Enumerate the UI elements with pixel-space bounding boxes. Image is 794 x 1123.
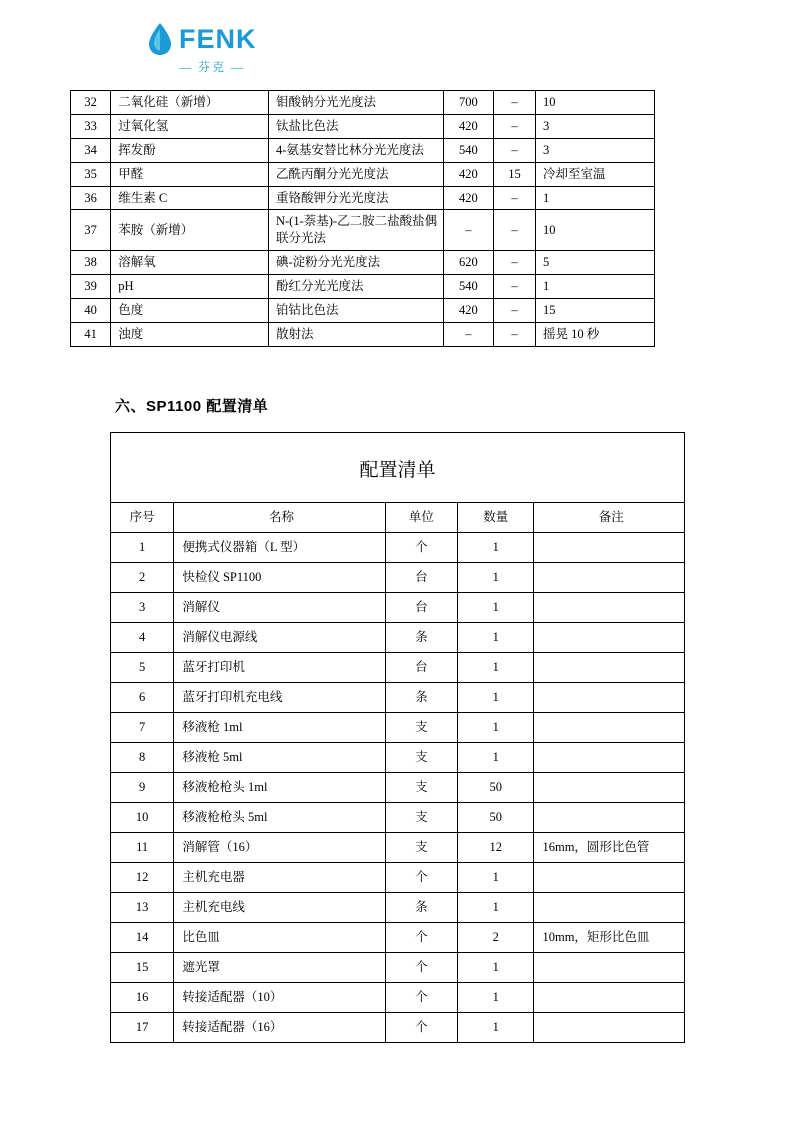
cell-unit: 个 bbox=[385, 532, 457, 562]
table-row bbox=[71, 251, 655, 275]
cell-unit: 条 bbox=[385, 622, 457, 652]
cell-qty: 1 bbox=[457, 712, 534, 742]
cell-name: 转接适配器（10） bbox=[174, 982, 385, 1012]
cell-method: 酚红分光光度法 bbox=[268, 275, 443, 299]
cell-name: 过氧化氢 bbox=[111, 114, 269, 138]
cell-remark bbox=[534, 622, 684, 652]
cell-time: – bbox=[493, 210, 535, 251]
cell-no: 8 bbox=[111, 742, 174, 772]
cell-qty: 1 bbox=[457, 742, 534, 772]
cell-qty: 1 bbox=[457, 532, 534, 562]
cell-remark: 3 bbox=[536, 138, 655, 162]
cell-name: 移液枪枪头 5ml bbox=[174, 802, 385, 832]
cell-remark bbox=[534, 862, 684, 892]
cell-name: 苯胺（新增） bbox=[111, 210, 269, 251]
cell-remark bbox=[534, 982, 684, 1012]
cell-no: 16 bbox=[111, 982, 174, 1012]
col-header-name: 名称 bbox=[174, 502, 385, 532]
cell-unit: 条 bbox=[385, 892, 457, 922]
cell-method: 乙酰丙酮分光光度法 bbox=[268, 162, 443, 186]
cell-unit: 个 bbox=[385, 1012, 457, 1042]
cell-no: 13 bbox=[111, 892, 174, 922]
cell-unit: 支 bbox=[385, 802, 457, 832]
cell-qty: 1 bbox=[457, 622, 534, 652]
table-row bbox=[111, 532, 684, 562]
table-row bbox=[111, 802, 684, 832]
cell-no: 33 bbox=[71, 114, 111, 138]
cell-no: 35 bbox=[71, 162, 111, 186]
table-row bbox=[111, 982, 684, 1012]
table-row bbox=[71, 275, 655, 299]
cell-name: 快检仪 SP1100 bbox=[174, 562, 385, 592]
cell-unit: 台 bbox=[385, 652, 457, 682]
cell-remark bbox=[534, 682, 684, 712]
cell-wavelength: – bbox=[443, 322, 493, 346]
table-row bbox=[111, 622, 684, 652]
cell-remark: 1 bbox=[536, 186, 655, 210]
table-row bbox=[111, 772, 684, 802]
cell-name: 比色皿 bbox=[174, 922, 385, 952]
cell-name: 维生素 C bbox=[111, 186, 269, 210]
table-row bbox=[71, 186, 655, 210]
cell-remark: 摇晃 10 秒 bbox=[536, 322, 655, 346]
cell-name: 蓝牙打印机充电线 bbox=[174, 682, 385, 712]
cell-unit: 台 bbox=[385, 592, 457, 622]
cell-wavelength: 420 bbox=[443, 298, 493, 322]
cell-qty: 1 bbox=[457, 652, 534, 682]
cell-name: 主机充电线 bbox=[174, 892, 385, 922]
table-row bbox=[71, 210, 655, 251]
cell-method: 散射法 bbox=[268, 322, 443, 346]
cell-remark: 10mm，矩形比色皿 bbox=[534, 922, 684, 952]
table-row bbox=[111, 922, 684, 952]
cell-qty: 12 bbox=[457, 832, 534, 862]
cell-qty: 1 bbox=[457, 862, 534, 892]
logo-wordmark: FENK bbox=[179, 23, 257, 54]
table-row bbox=[111, 682, 684, 712]
cell-no: 17 bbox=[111, 1012, 174, 1042]
water-drop-icon bbox=[145, 22, 175, 56]
config-table-body bbox=[111, 532, 684, 1042]
table-row bbox=[71, 114, 655, 138]
cell-name: 转接适配器（16） bbox=[174, 1012, 385, 1042]
table-row bbox=[71, 322, 655, 346]
cell-remark: 16mm，圆形比色管 bbox=[534, 832, 684, 862]
cell-unit: 个 bbox=[385, 952, 457, 982]
cell-wavelength: 700 bbox=[443, 91, 493, 115]
table-row bbox=[111, 592, 684, 622]
cell-unit: 个 bbox=[385, 922, 457, 952]
table-row bbox=[111, 892, 684, 922]
cell-time: – bbox=[493, 322, 535, 346]
table-row bbox=[111, 1012, 684, 1042]
cell-method: 重铬酸钾分光光度法 bbox=[268, 186, 443, 210]
cell-wavelength: 540 bbox=[443, 138, 493, 162]
cell-remark: 1 bbox=[536, 275, 655, 299]
cell-time: – bbox=[493, 298, 535, 322]
cell-qty: 50 bbox=[457, 772, 534, 802]
table-row bbox=[111, 712, 684, 742]
cell-name: 便携式仪器箱（L 型） bbox=[174, 532, 385, 562]
table-row bbox=[111, 562, 684, 592]
table-row bbox=[111, 832, 684, 862]
cell-remark: 5 bbox=[536, 251, 655, 275]
cell-wavelength: 420 bbox=[443, 186, 493, 210]
table-row bbox=[71, 91, 655, 115]
cell-remark bbox=[534, 742, 684, 772]
cell-no: 3 bbox=[111, 592, 174, 622]
cell-unit: 台 bbox=[385, 562, 457, 592]
section-heading: 六、SP1100 配置清单 bbox=[115, 397, 269, 415]
col-header-qty: 数量 bbox=[457, 502, 534, 532]
logo-row bbox=[145, 22, 257, 56]
cell-method: 4-氨基安替比林分光光度法 bbox=[268, 138, 443, 162]
cell-wavelength: 540 bbox=[443, 275, 493, 299]
cell-unit: 支 bbox=[385, 712, 457, 742]
cell-no: 5 bbox=[111, 652, 174, 682]
cell-unit: 个 bbox=[385, 862, 457, 892]
cell-method: N-(1-萘基)-乙二胺二盐酸盐偶联分光法 bbox=[268, 210, 443, 251]
cell-name: 消解仪电源线 bbox=[174, 622, 385, 652]
cell-name: 蓝牙打印机 bbox=[174, 652, 385, 682]
cell-qty: 2 bbox=[457, 922, 534, 952]
cell-remark bbox=[534, 952, 684, 982]
cell-remark: 10 bbox=[536, 210, 655, 251]
cell-time: – bbox=[493, 186, 535, 210]
cell-no: 34 bbox=[71, 138, 111, 162]
methods-table bbox=[70, 90, 655, 347]
methods-table-body bbox=[71, 91, 655, 347]
cell-no: 9 bbox=[111, 772, 174, 802]
cell-no: 38 bbox=[71, 251, 111, 275]
table-row bbox=[71, 298, 655, 322]
cell-no: 36 bbox=[71, 186, 111, 210]
cell-name: 消解管（16） bbox=[174, 832, 385, 862]
config-list-box bbox=[110, 432, 685, 1043]
cell-no: 4 bbox=[111, 622, 174, 652]
cell-name: 甲醛 bbox=[111, 162, 269, 186]
cell-qty: 1 bbox=[457, 892, 534, 922]
cell-no: 37 bbox=[71, 210, 111, 251]
cell-unit: 支 bbox=[385, 742, 457, 772]
cell-wavelength: 420 bbox=[443, 114, 493, 138]
table-row bbox=[111, 862, 684, 892]
cell-qty: 1 bbox=[457, 952, 534, 982]
cell-name: 二氧化硅（新增） bbox=[111, 91, 269, 115]
table-row bbox=[111, 652, 684, 682]
config-list-title: 配置清单 bbox=[359, 459, 436, 481]
cell-unit: 支 bbox=[385, 832, 457, 862]
company-logo bbox=[145, 22, 295, 75]
cell-no: 14 bbox=[111, 922, 174, 952]
cell-method: 铂钴比色法 bbox=[268, 298, 443, 322]
cell-method: 碘-淀粉分光光度法 bbox=[268, 251, 443, 275]
cell-time: – bbox=[493, 275, 535, 299]
cell-time: – bbox=[493, 114, 535, 138]
cell-no: 7 bbox=[111, 712, 174, 742]
cell-no: 40 bbox=[71, 298, 111, 322]
cell-remark bbox=[534, 772, 684, 802]
cell-name: 色度 bbox=[111, 298, 269, 322]
cell-no: 12 bbox=[111, 862, 174, 892]
cell-time: – bbox=[493, 251, 535, 275]
cell-qty: 1 bbox=[457, 982, 534, 1012]
cell-qty: 50 bbox=[457, 802, 534, 832]
cell-remark bbox=[534, 802, 684, 832]
logo-area bbox=[70, 0, 724, 82]
cell-name: pH bbox=[111, 275, 269, 299]
cell-remark bbox=[534, 652, 684, 682]
table-row bbox=[111, 742, 684, 772]
cell-name: 遮光罩 bbox=[174, 952, 385, 982]
cell-name: 消解仪 bbox=[174, 592, 385, 622]
cell-time: – bbox=[493, 138, 535, 162]
config-table-head bbox=[111, 502, 684, 532]
cell-remark bbox=[534, 1012, 684, 1042]
cell-qty: 1 bbox=[457, 1012, 534, 1042]
logo-subtitle: — 芬克 — bbox=[179, 60, 246, 74]
cell-no: 1 bbox=[111, 532, 174, 562]
table-row bbox=[71, 138, 655, 162]
cell-method: 钛盐比色法 bbox=[268, 114, 443, 138]
cell-no: 39 bbox=[71, 275, 111, 299]
cell-wavelength: 620 bbox=[443, 251, 493, 275]
col-header-unit: 单位 bbox=[385, 502, 457, 532]
table-row bbox=[111, 952, 684, 982]
table-header-row bbox=[111, 502, 684, 532]
cell-name: 移液枪 1ml bbox=[174, 712, 385, 742]
cell-remark bbox=[534, 562, 684, 592]
cell-time: 15 bbox=[493, 162, 535, 186]
cell-name: 主机充电器 bbox=[174, 862, 385, 892]
cell-name: 移液枪 5ml bbox=[174, 742, 385, 772]
cell-no: 10 bbox=[111, 802, 174, 832]
col-header-remark: 备注 bbox=[534, 502, 684, 532]
cell-remark: 冷却至室温 bbox=[536, 162, 655, 186]
cell-time: – bbox=[493, 91, 535, 115]
cell-remark bbox=[534, 532, 684, 562]
cell-no: 2 bbox=[111, 562, 174, 592]
cell-remark: 3 bbox=[536, 114, 655, 138]
col-header-no: 序号 bbox=[111, 502, 174, 532]
cell-wavelength: 420 bbox=[443, 162, 493, 186]
config-table bbox=[111, 502, 684, 1042]
cell-qty: 1 bbox=[457, 592, 534, 622]
cell-wavelength: – bbox=[443, 210, 493, 251]
cell-name: 浊度 bbox=[111, 322, 269, 346]
cell-name: 移液枪枪头 1ml bbox=[174, 772, 385, 802]
cell-qty: 1 bbox=[457, 562, 534, 592]
cell-remark: 10 bbox=[536, 91, 655, 115]
cell-no: 15 bbox=[111, 952, 174, 982]
cell-unit: 支 bbox=[385, 772, 457, 802]
cell-remark bbox=[534, 712, 684, 742]
table-row bbox=[71, 162, 655, 186]
cell-name: 溶解氧 bbox=[111, 251, 269, 275]
cell-unit: 条 bbox=[385, 682, 457, 712]
cell-remark bbox=[534, 892, 684, 922]
cell-unit: 个 bbox=[385, 982, 457, 1012]
cell-no: 32 bbox=[71, 91, 111, 115]
cell-no: 41 bbox=[71, 322, 111, 346]
cell-name: 挥发酚 bbox=[111, 138, 269, 162]
cell-no: 6 bbox=[111, 682, 174, 712]
cell-qty: 1 bbox=[457, 682, 534, 712]
cell-remark: 15 bbox=[536, 298, 655, 322]
cell-no: 11 bbox=[111, 832, 174, 862]
cell-method: 钼酸钠分光光度法 bbox=[268, 91, 443, 115]
cell-remark bbox=[534, 592, 684, 622]
